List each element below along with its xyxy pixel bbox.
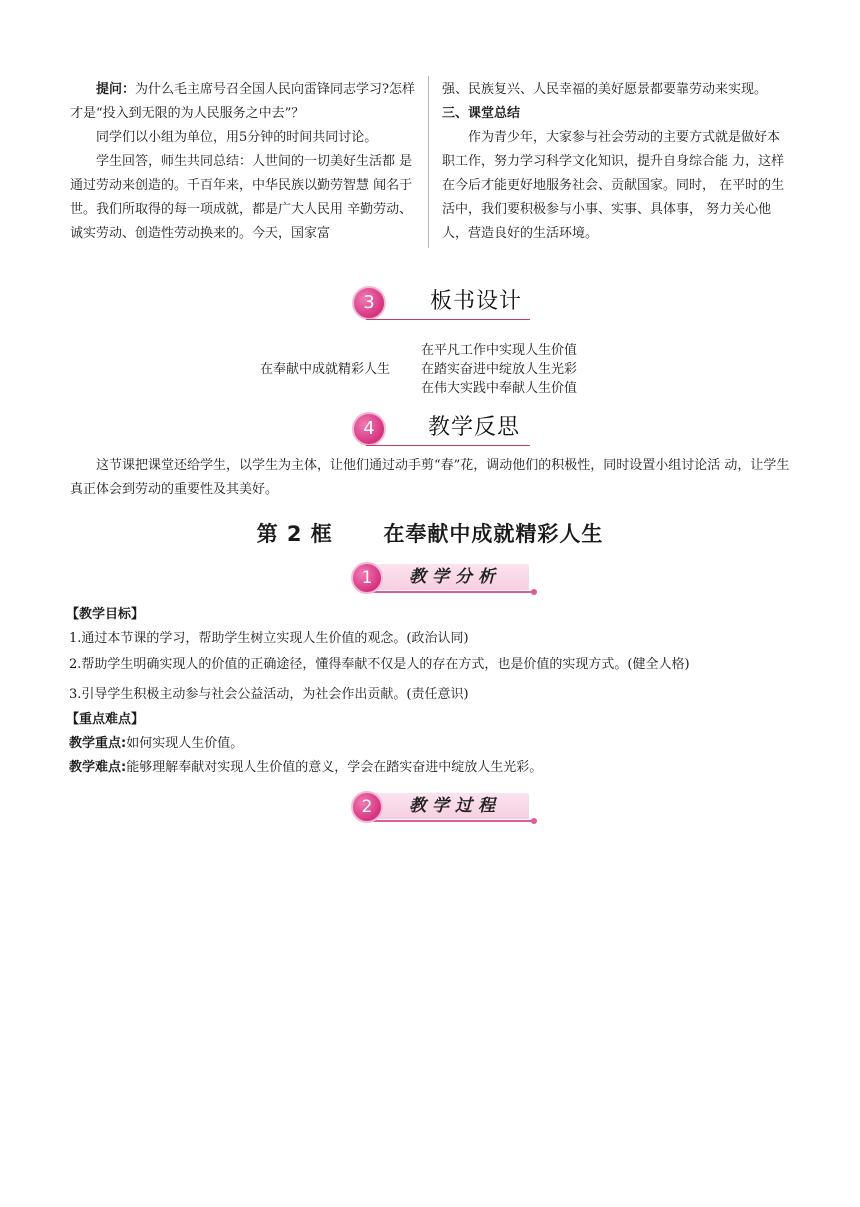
- column-divider: [428, 76, 429, 248]
- teaching-focus: [66, 732, 806, 756]
- board-branch-1: 在平凡工作中实现人生价值: [421, 343, 578, 358]
- banner-dot: [531, 589, 537, 595]
- question-label: 提问：: [96, 82, 136, 97]
- board-branch-3: 在伟大实践中奉献人生价值: [421, 381, 578, 396]
- answer-summary-text: 学生回答，师生共同总结：人世间的一切美好生活都 是通过劳动来创造的。千百年来，中华民族以勤劳智慧 闻名于世。我们所取得的每一项成就，都是广大人民用 辛勤劳动、诚实劳动、创造性劳动换来的。今天，国家富: [70, 154, 413, 241]
- difficulty-label: 教学难点:: [69, 760, 127, 775]
- banner-number-badge: 1: [351, 562, 383, 594]
- difficulty-text: 能够理解奉献对实现人生价值的意义，学会在踏实奋进中绽放人生光彩。: [126, 760, 543, 775]
- banner-underline: [367, 820, 535, 822]
- section-number-badge: 4: [352, 412, 386, 446]
- section-reflection-heading: [352, 410, 532, 450]
- goal-item: 2.帮助学生明确实现人的价值的正确途径，懂得奉献不仅是人的存在方式，也是价值的实现方式。(健全人格): [69, 657, 690, 672]
- banner-text: 教学分析: [409, 567, 501, 587]
- banner-number-badge: 2: [351, 791, 383, 823]
- teaching-difficulty: [66, 756, 806, 780]
- section-underline: [366, 319, 530, 320]
- focus-text: 如何实现人生价值。: [126, 736, 244, 751]
- board-design: [260, 341, 620, 401]
- board-branch-2: 在踏实奋进中绽放人生光彩: [421, 362, 578, 377]
- left-column: [70, 78, 420, 246]
- goals-heading: 【教学目标】: [66, 607, 145, 622]
- teaching-goals: [66, 604, 806, 712]
- key-points-heading: 【重点难点】: [66, 712, 145, 727]
- board-center-text: 在奉献中成就精彩人生: [260, 362, 391, 377]
- frame-title-text: 在奉献中成就精彩人生: [383, 522, 604, 546]
- section-number-badge: 3: [352, 286, 386, 320]
- banner-dot: [531, 818, 537, 824]
- goal-item: 3.引导学生积极主动参与社会公益活动，为社会作出贡献。(责任意识): [69, 687, 469, 702]
- group-discussion-text: 同学们以小组为单位，用5分钟的时间共同讨论。: [96, 130, 378, 145]
- section-title: 教学反思: [428, 415, 521, 440]
- banner-text: 教学过程: [409, 796, 501, 816]
- goal-item: 1.通过本节课的学习，帮助学生树立实现人生价值的观念。(政治认同): [69, 631, 469, 646]
- section-board-design-heading: [352, 284, 532, 324]
- reflection-text: 这节课把课堂还给学生，以学生为主体，让他们通过动手剪“春”花，调动他们的积极性，同时设置小组讨论活 动，让学生真正体会到劳动的重要性及其美好。: [70, 458, 790, 497]
- frame-title: [0, 518, 860, 548]
- summary-heading: 三、课堂总结: [442, 106, 521, 121]
- section-title: 板书设计: [430, 289, 523, 314]
- question-text: 为什么毛主席号召全国人民向雷锋同志学习?怎样才是“投入到无限的为人民服务之中去”？: [70, 82, 415, 121]
- banner-underline: [367, 591, 535, 593]
- key-points: [66, 708, 806, 780]
- continuation-text: 强、民族复兴、人民幸福的美好愿景都要靠劳动来实现。: [442, 82, 768, 97]
- frame-label: 第 2 框: [256, 522, 333, 546]
- section-underline: [366, 445, 530, 446]
- summary-text: 作为青少年，大家参与社会劳动的主要方式就是做好本职工作，努力学习科学文化知识，提升自身综合能 力，这样在今后才能更好地服务社会、贡献国家。同时， 在平时的生活中，我们要积极参与小事、实事、具体事， 努力关心他人，营造良好的生活环境。: [442, 130, 785, 241]
- teaching-process-banner: [351, 789, 541, 827]
- right-column: [442, 78, 792, 246]
- focus-label: 教学重点:: [69, 736, 127, 751]
- teaching-analysis-banner: [351, 560, 541, 598]
